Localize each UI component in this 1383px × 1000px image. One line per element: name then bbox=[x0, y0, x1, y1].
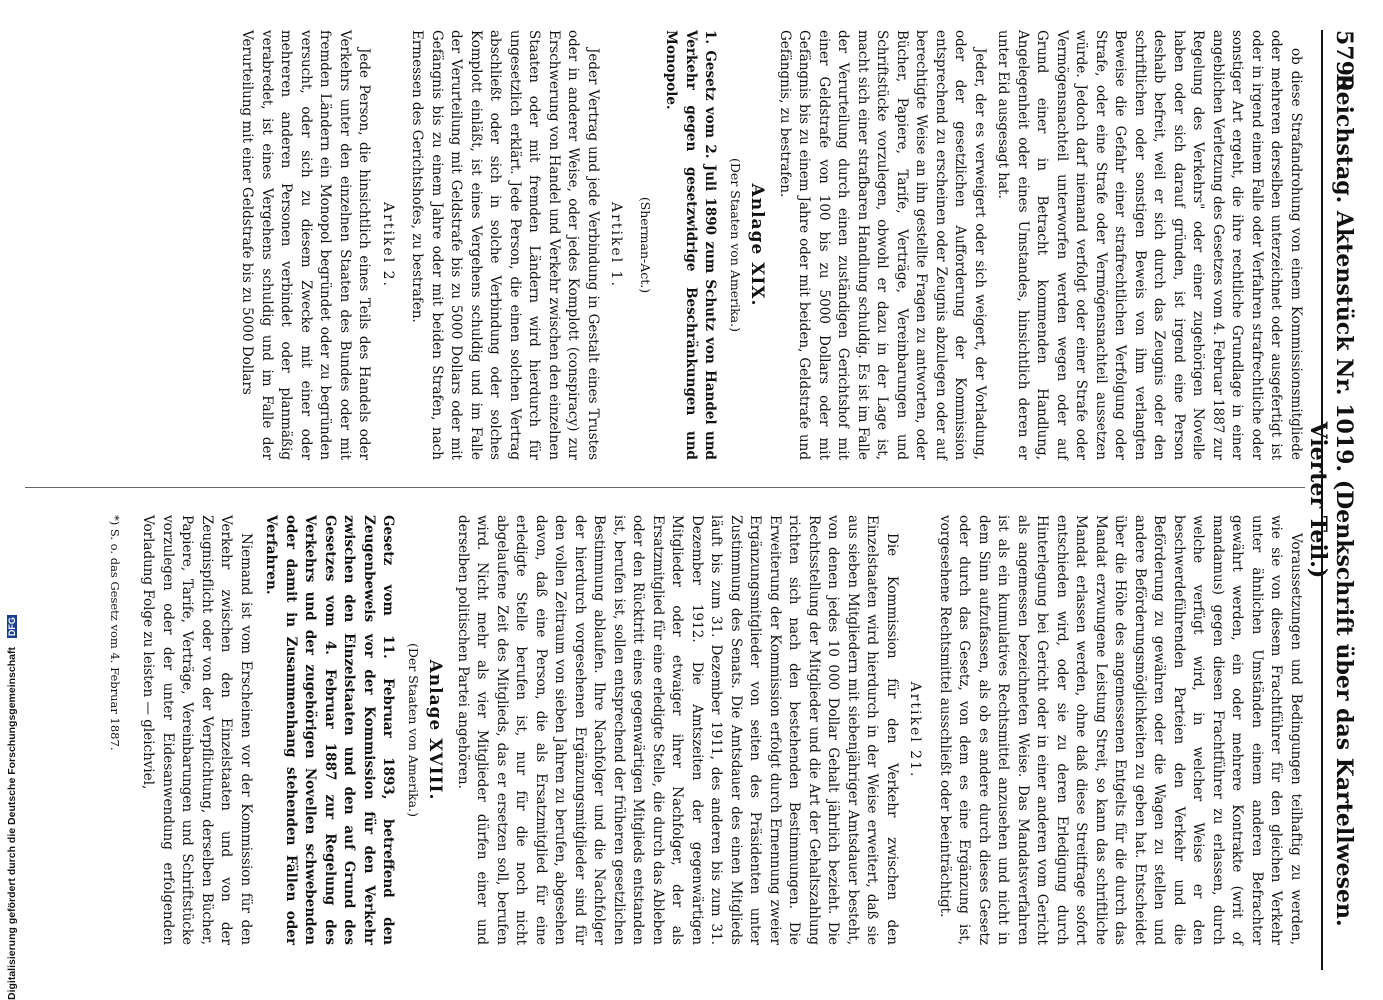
law-title: 1. Gesetz vom 2. Juli 1890 zum Schutz von Handel und Verkehr gegen gesetzwidrige Beschränkungen und Monopole. bbox=[663, 30, 719, 460]
dfg-logo: DFG bbox=[7, 617, 17, 637]
article-heading: Artikel 21. bbox=[907, 681, 924, 779]
annex-subheading: (Der Staaten von Amerika.) bbox=[406, 643, 421, 817]
paragraph: Jede Person, die hinsichtlich eines Teils des Handels oder Verkehrs unter den einzelnen Staaten des Bundes oder mit fremden Ländern ein Monopol begründet oder zu begründen versucht, oder sich zu diesem Zwecke mit einer oder mehreren anderen Personen verbindet oder planmäßig verabredet, ist eines Vergehens schuldig und im Falle der Verurteilung mit einer Geldstrafe bis zu 5000 Dollars bbox=[239, 30, 373, 460]
right-column bbox=[101, 515, 1306, 945]
paragraph: Voraussetzungen und Bedingungen teilhaftig zu werden, wie sie von diesem Frachtführer für den gleichen Verkehr unter ähnlichen Umständen einem anderen Befrachter gewährt werden, ein oder mehrere Kontrakte (writ of mandamus) gegen diesen Frachtführer zu erlassen, durch welche verfügt wird, in welcher Weise er den beschwerdeführenden Parteien den Verkehr und die Beförderung zu gewähren oder die Wagen zu stellen und andere Beförderungsmöglichkeiten zu geben hat. Entscheidet über die Höhe des angemessenen Entgelts für die durch das Mandat erzwungene Leistung Streit, so kann das schriftliche Mandat erlassen werden, ohne daß diese Streitfrage sofort entschieden wird, oder sie zu deren Erledigung durch Hinterlegung bei Gericht oder in einer anderen vom Gericht als angemessen bezeichneten Weise. Das Mandatsverfahren ist als ein kumulatives Rechtsmittel anzusehen und nicht in dem Sinn aufzufassen, als ob es andere durch dieses Gesetz oder durch das Gesetz, von dem es eine Ergänzung ist, vorgesehene Rechtsmittel ausschließt oder beeinträchtigt. bbox=[937, 515, 1304, 945]
digitization-footer bbox=[6, 0, 26, 1000]
page-title: Reichstag. Aktenstück Nr. 1019. (Denkschrift über das Kartellwesen. Vierter Teil.) bbox=[1305, 73, 1357, 927]
footer-text: Digitalisierung gefördert durch die Deutsche Forschungsgemeinschaft bbox=[6, 647, 18, 1000]
paragraph: Niemand ist vom Erscheinen vor der Kommission für den Verkehr zwischen den Einzelstaaten und von der Zeugnispflicht oder von der Verpflichtung, derselben Bücher, Papiere, Tarife, Verträge, Vereinbarungen und Schriftstücke vorzulegen oder der unter Eidesanwendung erfolgenden Vorladung Folge zu leisten — gleichviel, bbox=[140, 515, 254, 945]
annex-heading: Anlage XVIII. bbox=[425, 659, 446, 801]
left-column bbox=[233, 30, 1305, 460]
law-short-name: (Sherman-Act.) bbox=[638, 196, 653, 294]
paragraph: Jeder Vertrag und jede Verbindung in Gestalt eines Trustes oder in anderer Weise, oder jedes Komplott (conspiracy) zur Erschwerung von Handel und Verkehr zwischen den einzelnen Staaten oder mit fremden Ländern wird hierdurch für ungesetzlich erklärt. Jede Person, die einen solchen Vertrag abschließt oder sich in solche Verbindung oder solches Komplott einläßt, ist eines Vergehens schuldig und im Falle der Verurteilung mit Geldstrafe bis zu 5000 Dollars oder mit Gefängnis bis zu einem Jahre oder mit beiden Strafen, nach Ermessen des Gerichtshofes, zu bestrafen. bbox=[409, 30, 601, 460]
paragraph: Die Kommission für den Verkehr zwischen den Einzelstaaten wird hierdurch in der Weise erweitert, daß sie aus sieben Mitgliedern mit siebenjähriger Amtsdauer besteht, von denen jedes 10 000 Dollar Gehalt jährlich bezieht. Die Rechtsstellung der Mitglieder und die Art der Gehaltszahlung richten sich nach den bestehenden Bestimmungen. Die Erweiterung der Kommission erfolgt durch Ernennung zweier Ergänzungsmitglieder von seiten des Präsidenten unter Zustimmung des Senats. Die Amtsdauer des einen Mitglieds läuft bis zum 31. Dezember 1911, des anderen bis zum 31. Dezember 1912. Die Amtszeiten der gegenwärtigen Mitglieder oder etwaiger ihrer Nachfolger, der als Ersatzmitglied für eine erledigte Stelle, die durch das Ableben oder den Rücktritt eines gegenwärtigen Mitglieds entstanden ist, berufen ist, sollen entsprechend der früheren gesetzlichen Bestimmung ablaufen. Ihre Nachfolger und die Nachfolger der hierdurch vorgesehenen Ergänzungsmitglieder sind für den vollen Zeitraum von sieben Jahren zu berufen, abgesehen davon, daß eine Person, die als Ersatzmitglied für eine erledigte Stelle berufen ist, nur für die noch nicht abgelaufene Zeit des Mitglieds, das er ersetzen soll, berufen wird. Nicht mehr als vier Mitglieder dürfen einer und derselben politischen Partei angehören. bbox=[455, 515, 900, 945]
annex-heading: Anlage XIX. bbox=[747, 183, 768, 307]
law-title: Gesetz vom 11. Februar 1893, betreffend den Zeugenbeweis vor der Kommission für den Verkehr zwischen den Einzelstaaten und den auf Grund des Gesetzes vom 4. Februar 1887 zur Regelung des Verkehrs und der zugehörigen Novellen schwebenden oder damit in Zusammenhang stehenden Fällen oder Verfahren. bbox=[263, 515, 397, 945]
footnote: *) S. o. das Gesetz vom 4. Februar 1887. bbox=[108, 515, 122, 751]
column-divider bbox=[25, 487, 1305, 488]
annex-subheading: (Der Staaten von Amerika.) bbox=[728, 158, 743, 332]
paragraph: ob diese Strafandrohung von einem Kommissionsmitgliede oder mehreren derselben unterzeichnet oder ausgefertigt ist oder in irgend einem Falle oder Verfahren strafrechtliche oder sonstiger Art ergeht, die ihre rechtliche Grundlage in einer angeblichen Verletzung des Gesetzes vom 4. Februar 1887 zur Regelung des Verkehrs" oder einer zugehörigen Novelle haben oder sich darauf gründen, ist irgend eine Person deshalb befreit, weil er sich durch das Zeugnis oder den schriftlichen oder sonstigen Beweis von ihm verlangten Beweise die Gefahr einer strafrechtlichen Verfolgung oder Strafe, oder eine Strafe oder Vermögensnachteil aussetzen würde. Jedoch darf niemand verfolgt oder einer Strafe oder Vermögensnachteil unterworfen werden wegen oder auf Grund einer in Betracht kommenden Handlung, Angelegenheit oder eines Umstandes, hinsichtlich deren er unter Eid ausgesagt hat. bbox=[995, 30, 1304, 460]
article-heading: Artikel 2. bbox=[380, 202, 396, 288]
page-header bbox=[1305, 30, 1361, 970]
article-heading: Artikel 1. bbox=[608, 202, 625, 288]
page-number: 5799 bbox=[1331, 30, 1357, 92]
header-rule bbox=[1321, 30, 1323, 970]
paragraph: Jeder, der es verweigert oder sich weigert, der Vorladung, oder der gesetzlichen Aufforderung der Kommission entsprechend zu erscheinen oder Zeugnis abzulegen oder auf berechtigte Weise an ihn gestellte Fragen zu antworten, oder Bücher, Papiere, Tarife, Verträge, Vereinbarungen und Schriftstücke vorzulegen, obwohl er dazu in der Lage ist, macht sich einer strafbaren Handlung schuldig. Es ist im Falle der Verurteilung durch einen zuständigen Gerichtshof mit einer Geldstrafe von 100 bis zu 5000 Dollars oder mit Gefängnis bis zu einem Jahre oder mit beiden, Geldstrafe und Gefängnis, zu bestrafen. bbox=[777, 30, 988, 460]
